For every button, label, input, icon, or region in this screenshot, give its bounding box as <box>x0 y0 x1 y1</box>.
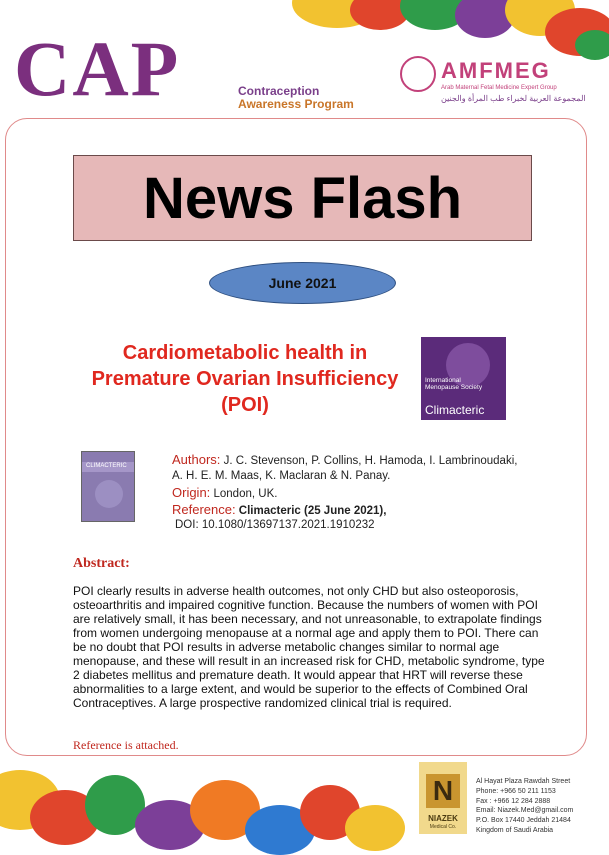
contact-line: Phone: +966 50 211 1153 <box>476 787 556 795</box>
reference-value: Climacteric (25 June 2021), <box>238 505 387 517</box>
authors <box>172 452 522 484</box>
reference <box>172 502 522 519</box>
amfmeg-arabic-name: المجموعة العربية لخبراء طب المرأة والجنين <box>441 94 586 103</box>
contact-line: Fax : +966 12 284 2888 <box>476 797 551 805</box>
society-name: International Menopause Society <box>425 377 483 391</box>
abstract-body: POI clearly results in adverse health outcomes, not only CHD but also osteoporosis, osteoarthritis and impaired cognitive function. Because the numbers of women with POI are relatively small, it has been necessary, and not unreasonable, to extrapolate findings from women undergoing menopause at a normal age and apply them to POI. There can be no doubt that POI results in adverse metabolic changes similar to normal age menopause, and these will result in an increased risk for CHD, metabolic syndrome, type 2 diabetes mellitus and premature death. It would appear that HRT will reverse these abnormalities to a large extent, and would be superior to the effects of Combined Oral Contraceptives. A large prospective randomized clinical trial is required. <box>73 584 545 710</box>
authors-label: Authors: <box>172 452 221 467</box>
contact-info <box>476 777 573 836</box>
cover-graphic <box>95 480 123 508</box>
cap-logo <box>14 25 181 112</box>
niazek-emblem-icon: N <box>426 774 460 808</box>
cap-logo-text: CAP <box>14 25 181 112</box>
contact-line: Al Hayat Plaza Rawdah Street <box>476 778 571 785</box>
origin-label: Origin: <box>172 485 211 500</box>
cap-subtitle <box>238 85 354 111</box>
niazek-brand: NIAZEK <box>428 814 458 823</box>
cover-title: CLIMACTERIC <box>86 463 127 469</box>
origin-value: London, UK. <box>213 488 278 500</box>
news-flash-title: News Flash <box>142 165 463 231</box>
date-badge <box>209 262 396 304</box>
abstract-heading: Abstract: <box>73 556 130 571</box>
news-flash-banner <box>73 155 532 241</box>
doi: DOI: 10.1080/13697137.2021.1910232 <box>175 519 375 531</box>
cap-subtitle-line1: Contraception <box>238 84 320 98</box>
contact-line: Email: Niazek.Med@gmail.com <box>476 807 574 815</box>
cap-subtitle-line2: Awareness Program <box>238 97 354 111</box>
amfmeg-fullname: Arab Maternal Fetal Medicine Expert Group <box>441 85 557 91</box>
contact-line: P.O. Box 17440 Jeddah 21484 <box>476 817 571 825</box>
journal-cover-image <box>81 451 135 522</box>
contact-line: Kingdom of Saudi Arabia <box>476 826 554 834</box>
niazek-logo <box>419 762 467 834</box>
amfmeg-name: AMFMEG <box>441 58 551 83</box>
date-text: June 2021 <box>268 275 337 291</box>
authors-value: J. C. Stevenson, P. Collins, H. Hamoda, I. Lambrinoudaki, A. H. E. M. Maas, K. Maclaran & N. Panay. <box>172 455 518 482</box>
reference-label: Reference: <box>172 502 236 517</box>
journal-name: Climacteric <box>425 403 485 417</box>
amfmeg-emblem-icon <box>400 56 436 92</box>
attachment-note: Reference is attached. <box>73 738 179 752</box>
niazek-brand-sub: Medical Co. <box>429 824 457 830</box>
article-title: Cardiometabolic health in Premature Ovarian Insufficiency (POI) <box>91 342 399 416</box>
climacteric-logo <box>421 337 506 420</box>
origin <box>172 485 522 502</box>
